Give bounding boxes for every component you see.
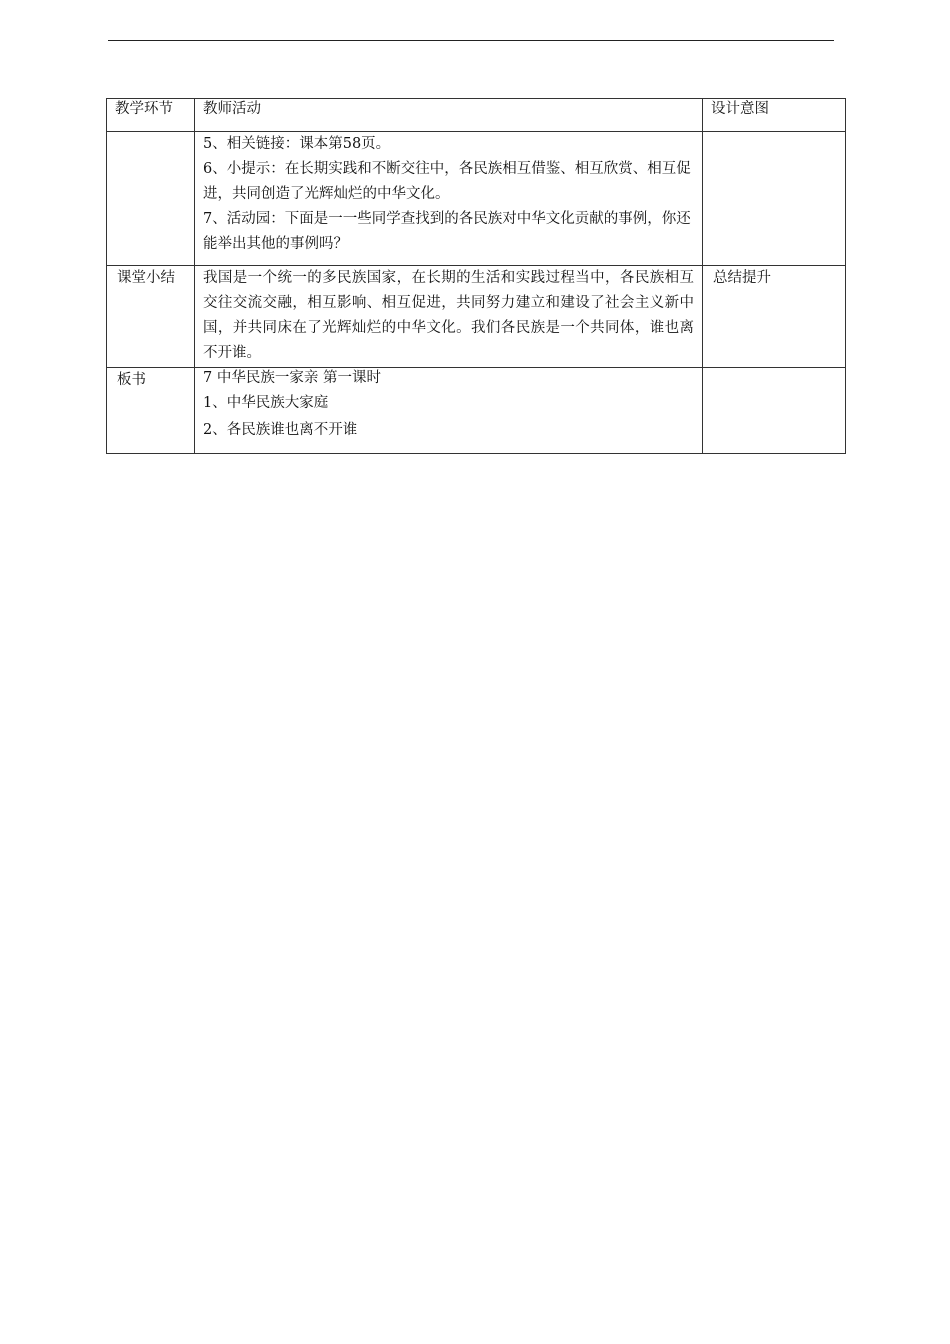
table-header-row xyxy=(107,99,846,132)
table-row xyxy=(107,132,846,266)
board-line: 7 中华民族一家亲 第一课时 xyxy=(203,370,381,386)
header-teacher-activity: 教师活动 xyxy=(195,99,703,132)
lesson-plan-table xyxy=(106,98,846,454)
design-intent-cell xyxy=(703,368,846,454)
activity-line: 5、相关链接：课本第58页。 xyxy=(203,136,391,152)
summary-paragraph: 我国是一个统一的多民族国家，在长期的生活和实践过程当中，各民族相互交往交流交融，相互影响、相互促进，共同努力建立和建设了社会主义新中国，并共同床在了光辉灿烂的中华文化。我们各民族是一个共同体，谁也离不开谁。 xyxy=(203,270,694,361)
teacher-activity-cell xyxy=(195,132,703,266)
board-line: 1、中华民族大家庭 xyxy=(203,395,329,411)
teacher-activity-cell xyxy=(195,266,703,368)
stage-cell: 板书 xyxy=(107,368,195,454)
board-line: 2、各民族谁也离不开谁 xyxy=(203,422,358,438)
stage-cell: 课堂小结 xyxy=(107,266,195,368)
header-design-intent: 设计意图 xyxy=(703,99,846,132)
activity-line: 7、活动园：下面是一一些同学查找到的各民族对中华文化贡献的事例，你还能举出其他的事例吗？ xyxy=(203,211,691,252)
design-intent-cell: 总结提升 xyxy=(703,266,846,368)
activity-line: 6、小提示：在长期实践和不断交往中，各民族相互借鉴、相互欣赏、相互促进，共同创造了光辉灿烂的中华文化。 xyxy=(203,161,691,202)
header-rule xyxy=(108,40,834,41)
teacher-activity-cell xyxy=(195,368,703,454)
design-intent-cell xyxy=(703,132,846,266)
table-row xyxy=(107,266,846,368)
table-row xyxy=(107,368,846,454)
stage-cell xyxy=(107,132,195,266)
header-stage: 教学环节 xyxy=(107,99,195,132)
